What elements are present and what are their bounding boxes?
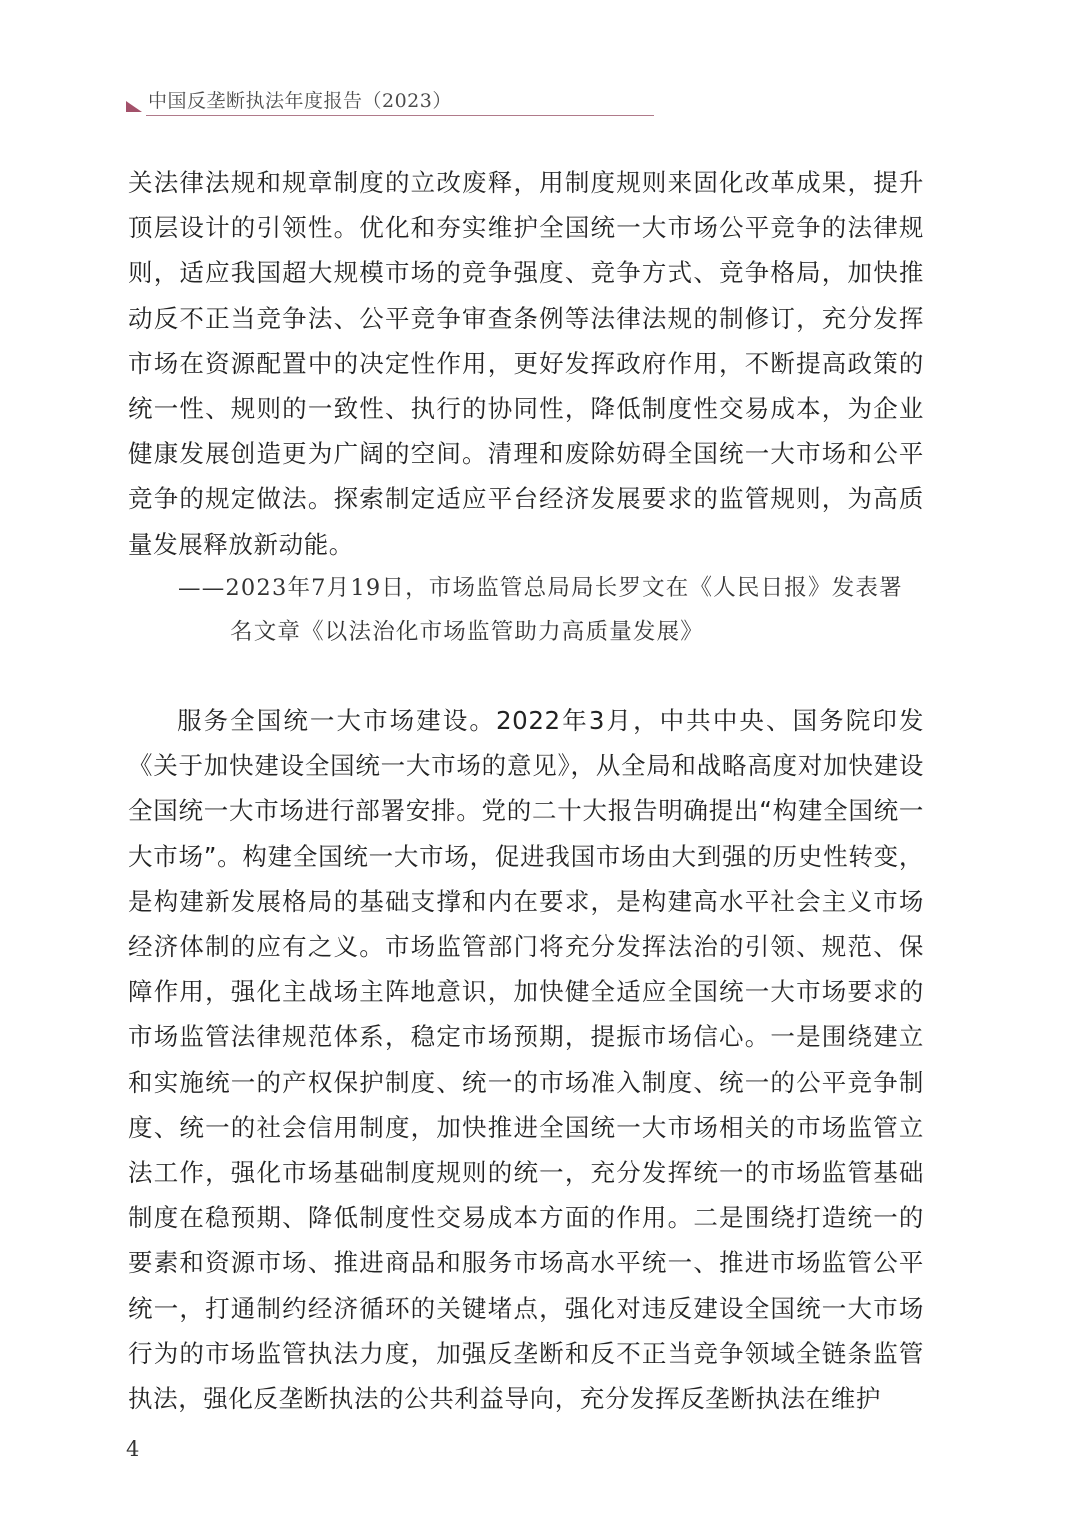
header-title: 中国反垄断执法年度报告（2023） bbox=[148, 90, 452, 112]
header-rule bbox=[146, 115, 654, 116]
page-number: 4 bbox=[126, 1437, 140, 1461]
running-header bbox=[126, 88, 654, 118]
attribution-line-1: ——2023年7月19日，市场监管总局局长罗文在《人民日报》发表署 bbox=[178, 575, 903, 601]
attribution-line-2: 名文章《以法治化市场监管助力高质量发展》 bbox=[230, 619, 705, 645]
header-triangle-icon bbox=[126, 101, 142, 112]
quote-body: 关法律法规和规章制度的立改废释，用制度规则来固化改革成果，提升顶层设计的引领性。优化和夯实维护全国统一大市场公平竞争的法律规则，适应我国超大规模市场的竞争强度、竞争方式、竞争格局，加快推动反不正当竞争法、公平竞争审查条例等法律法规的制修订，充分发挥市场在资源配置中的决定性作用，更好发挥政府作用，不断提高政策的统一性、规则的一致性、执行的协同性，降低制度性交易成本，为企业健康发展创造更为广阔的空间。清理和废除妨碍全国统一大市场和公平竞争的规定做法。探索制定适应平台经济发展要求的监管规则，为高质量发展释放新动能。 bbox=[128, 168, 924, 559]
quote-attribution bbox=[178, 566, 924, 654]
main-paragraph: 服务全国统一大市场建设。2022年3月，中共中央、国务院印发《关于加快建设全国统一大市场的意见》，从全局和战略高度对加快建设全国统一大市场进行部署安排。党的二十大报告明确提出“构建全国统一大市场”。构建全国统一大市场，促进我国市场由大到强的历史性转变，是构建新发展格局的基础支撑和内在要求，是构建高水平社会主义市场经济体制的应有之义。市场监管部门将充分发挥法治的引领、规范、保障作用，强化主战场主阵地意识，加快健全适应全国统一大市场要求的市场监管法律规范体系，稳定市场预期，提振市场信心。一是围绕建立和实施统一的产权保护制度、统一的市场准入制度、统一的公平竞争制度、统一的社会信用制度，加快推进全国统一大市场相关的市场监管立法工作，强化市场基础制度规则的统一，充分发挥统一的市场监管基础制度在稳预期、降低制度性交易成本方面的作用。二是围绕打造统一的要素和资源市场、推进商品和服务市场高水平统一、推进市场监管公平统一，打通制约经济循环的关键堵点，强化对违反建设全国统一大市场行为的市场监管执法力度，加强反垄断和反不正当竞争领域全链条监管执法，强化反垄断执法的公共利益导向，充分发挥反垄断执法在维护 bbox=[128, 706, 924, 1414]
